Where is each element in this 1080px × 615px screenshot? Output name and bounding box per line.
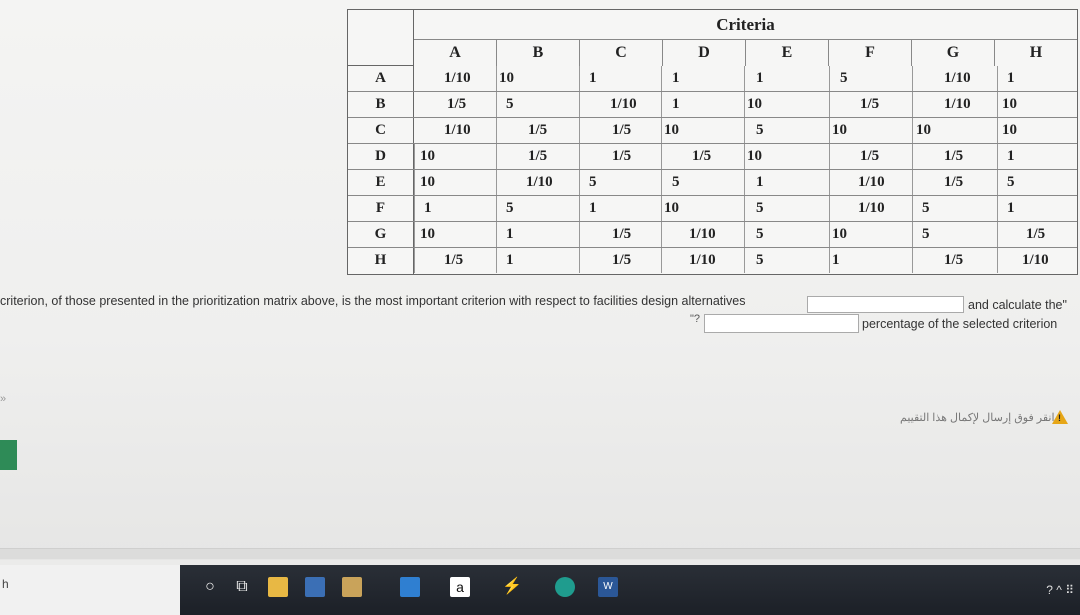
cell-divider xyxy=(829,170,830,195)
matrix-cell: 1/5 xyxy=(944,252,964,268)
column-headers xyxy=(414,40,1077,66)
cell-divider xyxy=(579,248,580,273)
row-header-b: B xyxy=(348,92,414,117)
matrix-cell: 1 xyxy=(672,70,680,86)
column-header-f: F xyxy=(829,40,912,66)
matrix-row-h xyxy=(348,248,1077,274)
matrix-cell: 1 xyxy=(672,96,680,112)
cell-divider xyxy=(997,66,998,91)
matrix-cell: 5 xyxy=(756,200,764,216)
cell-divider xyxy=(997,144,998,169)
matrix-cell: 5 xyxy=(922,226,930,242)
app-icon[interactable] xyxy=(342,577,362,597)
matrix-cell: 1/10 xyxy=(1022,252,1049,268)
answer2-input[interactable] xyxy=(704,314,859,333)
matrix-cell: 10 xyxy=(1002,122,1017,138)
matrix-cell: 10 xyxy=(420,174,435,190)
matrix-cell: 1/5 xyxy=(444,252,464,268)
matrix-cell: 1/5 xyxy=(612,226,632,242)
matrix-cell: 10 xyxy=(1002,96,1017,112)
matrix-cell: 1/10 xyxy=(944,70,971,86)
matrix-cell: 10 xyxy=(916,122,931,138)
matrix-cell: 1/5 xyxy=(447,96,467,112)
row-header-h: H xyxy=(348,248,414,274)
answer1-input[interactable] xyxy=(807,296,964,313)
cell-divider xyxy=(829,92,830,117)
horizontal-scrollbar[interactable] xyxy=(0,548,1080,559)
matrix-cell: 1 xyxy=(832,252,840,268)
matrix-cell: 10 xyxy=(747,96,762,112)
matrix-cell: 1/5 xyxy=(528,122,548,138)
matrix-cell: 1/10 xyxy=(689,226,716,242)
cell-divider xyxy=(997,92,998,117)
cell-divider xyxy=(912,118,913,143)
cell-divider xyxy=(661,222,662,247)
cell-divider xyxy=(744,248,745,273)
cell-divider xyxy=(661,170,662,195)
cell-divider xyxy=(744,170,745,195)
cell-divider xyxy=(414,170,415,195)
matrix-cell: 1 xyxy=(1007,70,1015,86)
cell-divider xyxy=(496,118,497,143)
row-header-f: F xyxy=(348,196,414,221)
cell-divider xyxy=(661,66,662,91)
matrix-corner xyxy=(348,10,414,66)
system-tray[interactable]: ? ^ ⠿ xyxy=(1046,583,1074,597)
row-cells xyxy=(414,66,1077,91)
question-line1-after: and calculate the" xyxy=(968,298,1067,312)
column-header-c: C xyxy=(580,40,663,66)
matrix-cell: 1 xyxy=(506,226,514,242)
task-view-icon[interactable]: ⧉ xyxy=(236,578,248,595)
matrix-cell: 1/5 xyxy=(692,148,712,164)
matrix-cell: 1/10 xyxy=(610,96,637,112)
matrix-cell: 5 xyxy=(589,174,597,190)
matrix-cell: 5 xyxy=(506,96,514,112)
row-header-a: A xyxy=(348,66,414,91)
cell-divider xyxy=(496,144,497,169)
matrix-row-a xyxy=(348,66,1077,92)
cell-divider xyxy=(579,66,580,91)
cell-divider xyxy=(744,92,745,117)
column-header-g: G xyxy=(912,40,995,66)
matrix-cell: 1/5 xyxy=(528,148,548,164)
cell-divider xyxy=(496,170,497,195)
cell-divider xyxy=(496,196,497,221)
cell-divider xyxy=(579,92,580,117)
matrix-cell: 1/10 xyxy=(444,122,471,138)
cell-divider xyxy=(414,222,415,247)
cell-divider xyxy=(829,222,830,247)
row-header-e: E xyxy=(348,170,414,195)
matrix-cell: 10 xyxy=(499,70,514,86)
matrix-cell: 1 xyxy=(506,252,514,268)
submit-notice: انقر فوق إرسال لإكمال هذا التقييم xyxy=(900,412,1055,424)
matrix-cell: 5 xyxy=(840,70,848,86)
column-header-h: H xyxy=(1029,44,1043,61)
cell-divider xyxy=(579,222,580,247)
cell-divider xyxy=(579,196,580,221)
matrix-cell: 1/10 xyxy=(858,200,885,216)
matrix-row-e xyxy=(348,170,1077,196)
cell-divider xyxy=(414,196,415,221)
cell-divider xyxy=(912,66,913,91)
cell-divider xyxy=(744,118,745,143)
cell-divider xyxy=(496,222,497,247)
matrix-cell: 1 xyxy=(589,70,597,86)
matrix-cell: 1/5 xyxy=(860,148,880,164)
cell-divider xyxy=(744,144,745,169)
cell-divider xyxy=(661,248,662,273)
matrix-cell: 5 xyxy=(756,252,764,268)
matrix-cell: 1/10 xyxy=(858,174,885,190)
matrix-cell: 10 xyxy=(832,122,847,138)
cortana-icon[interactable]: ○ xyxy=(205,578,215,595)
row-cells xyxy=(414,144,1077,169)
matrix-cell: 5 xyxy=(1007,174,1015,190)
cell-divider xyxy=(829,66,830,91)
cell-divider xyxy=(997,248,998,273)
cell-divider xyxy=(912,248,913,273)
row-cells xyxy=(414,222,1077,247)
cell-divider xyxy=(579,170,580,195)
chevron-right-icon[interactable]: » xyxy=(0,393,7,405)
cell-divider xyxy=(496,66,497,91)
matrix-row-f xyxy=(348,196,1077,222)
matrix-row-d xyxy=(348,144,1077,170)
matrix-cell: 1/5 xyxy=(1026,226,1046,242)
edge-icon[interactable] xyxy=(555,577,575,597)
row-cells xyxy=(414,248,1077,274)
matrix-cell: 1 xyxy=(1007,148,1015,164)
cell-divider xyxy=(912,144,913,169)
question-line1: criterion, of those presented in the prioritization matrix above, is the most important criterion with respect to facilities design alternatives xyxy=(0,294,746,308)
cell-divider xyxy=(997,118,998,143)
cell-divider xyxy=(912,222,913,247)
row-header-d: D xyxy=(348,144,414,169)
matrix-cell: 1/5 xyxy=(860,96,880,112)
row-cells xyxy=(414,170,1077,195)
matrix-cell: 1/5 xyxy=(944,148,964,164)
matrix-cell: 1/10 xyxy=(444,70,471,86)
cell-divider xyxy=(744,196,745,221)
matrix-cell: 10 xyxy=(832,226,847,242)
cell-divider xyxy=(661,118,662,143)
column-header-b: B xyxy=(497,40,580,66)
cell-divider xyxy=(414,248,415,273)
store-icon[interactable] xyxy=(305,577,325,597)
cell-divider xyxy=(496,92,497,117)
matrix-cell: 10 xyxy=(664,122,679,138)
matrix-cell: 1/10 xyxy=(689,252,716,268)
matrix-cell: 1 xyxy=(756,70,764,86)
cell-divider xyxy=(829,248,830,273)
row-header-c: C xyxy=(348,118,414,143)
cell-divider xyxy=(997,170,998,195)
taskbar-search-text: h xyxy=(2,577,9,591)
matrix-cell: 1/10 xyxy=(526,174,553,190)
row-cells xyxy=(414,118,1077,143)
file-explorer-icon[interactable] xyxy=(268,577,288,597)
matrix-cell: 1 xyxy=(1007,200,1015,216)
matrix-cell: 1 xyxy=(424,200,432,216)
cell-divider xyxy=(912,92,913,117)
column-header-d: D xyxy=(663,40,746,66)
matrix-cell: 10 xyxy=(664,200,679,216)
matrix-cell: 10 xyxy=(747,148,762,164)
cell-divider xyxy=(912,196,913,221)
matrix-cell: 5 xyxy=(756,226,764,242)
word-icon[interactable]: W xyxy=(598,577,618,597)
matrix-row-g xyxy=(348,222,1077,248)
side-panel-button[interactable] xyxy=(0,440,17,470)
cell-divider xyxy=(579,144,580,169)
row-header-g: G xyxy=(348,222,414,247)
matrix-cell: 5 xyxy=(672,174,680,190)
warning-icon: ! xyxy=(1052,410,1068,424)
cell-divider xyxy=(912,170,913,195)
cell-divider xyxy=(579,118,580,143)
cell-divider xyxy=(744,222,745,247)
cell-divider xyxy=(661,144,662,169)
matrix-row-b xyxy=(348,92,1077,118)
cell-divider xyxy=(829,196,830,221)
question-line2-after: percentage of the selected criterion xyxy=(862,317,1058,331)
matrix-cell: 10 xyxy=(420,226,435,242)
matrix-cell: 5 xyxy=(506,200,514,216)
row-cells xyxy=(414,92,1077,117)
taskbar xyxy=(0,565,1080,615)
cell-divider xyxy=(829,144,830,169)
matrix-cell: 1/5 xyxy=(612,252,632,268)
matrix-cell: 1/10 xyxy=(944,96,971,112)
matrix-cell: 1/5 xyxy=(612,122,632,138)
matrix-cell: 1 xyxy=(589,200,597,216)
cell-divider xyxy=(414,144,415,169)
matrix-cell: 1/5 xyxy=(944,174,964,190)
cell-divider xyxy=(661,92,662,117)
cell-divider xyxy=(496,248,497,273)
cell-divider xyxy=(661,196,662,221)
matrix-cell: 5 xyxy=(922,200,930,216)
prioritization-matrix xyxy=(347,9,1078,275)
mail-icon[interactable] xyxy=(400,577,420,597)
column-header-e: E xyxy=(746,40,829,66)
cell-divider xyxy=(829,118,830,143)
cell-divider xyxy=(997,222,998,247)
cell-divider xyxy=(744,66,745,91)
criteria-title: Criteria xyxy=(414,10,1077,40)
sword-app-icon[interactable]: ⚡ xyxy=(502,578,522,595)
matrix-cell: 1/5 xyxy=(612,148,632,164)
row-cells xyxy=(414,196,1077,221)
matrix-row-c xyxy=(348,118,1077,144)
cell-divider xyxy=(997,196,998,221)
question-line2-prefix: "? xyxy=(690,313,701,325)
matrix-rows xyxy=(348,66,1077,274)
matrix-cell: 5 xyxy=(756,122,764,138)
matrix-cell: 1 xyxy=(756,174,764,190)
amazon-icon[interactable]: a xyxy=(450,577,470,597)
column-header-a: A xyxy=(414,40,497,66)
taskbar-search[interactable] xyxy=(0,565,180,615)
matrix-cell: 10 xyxy=(420,148,435,164)
